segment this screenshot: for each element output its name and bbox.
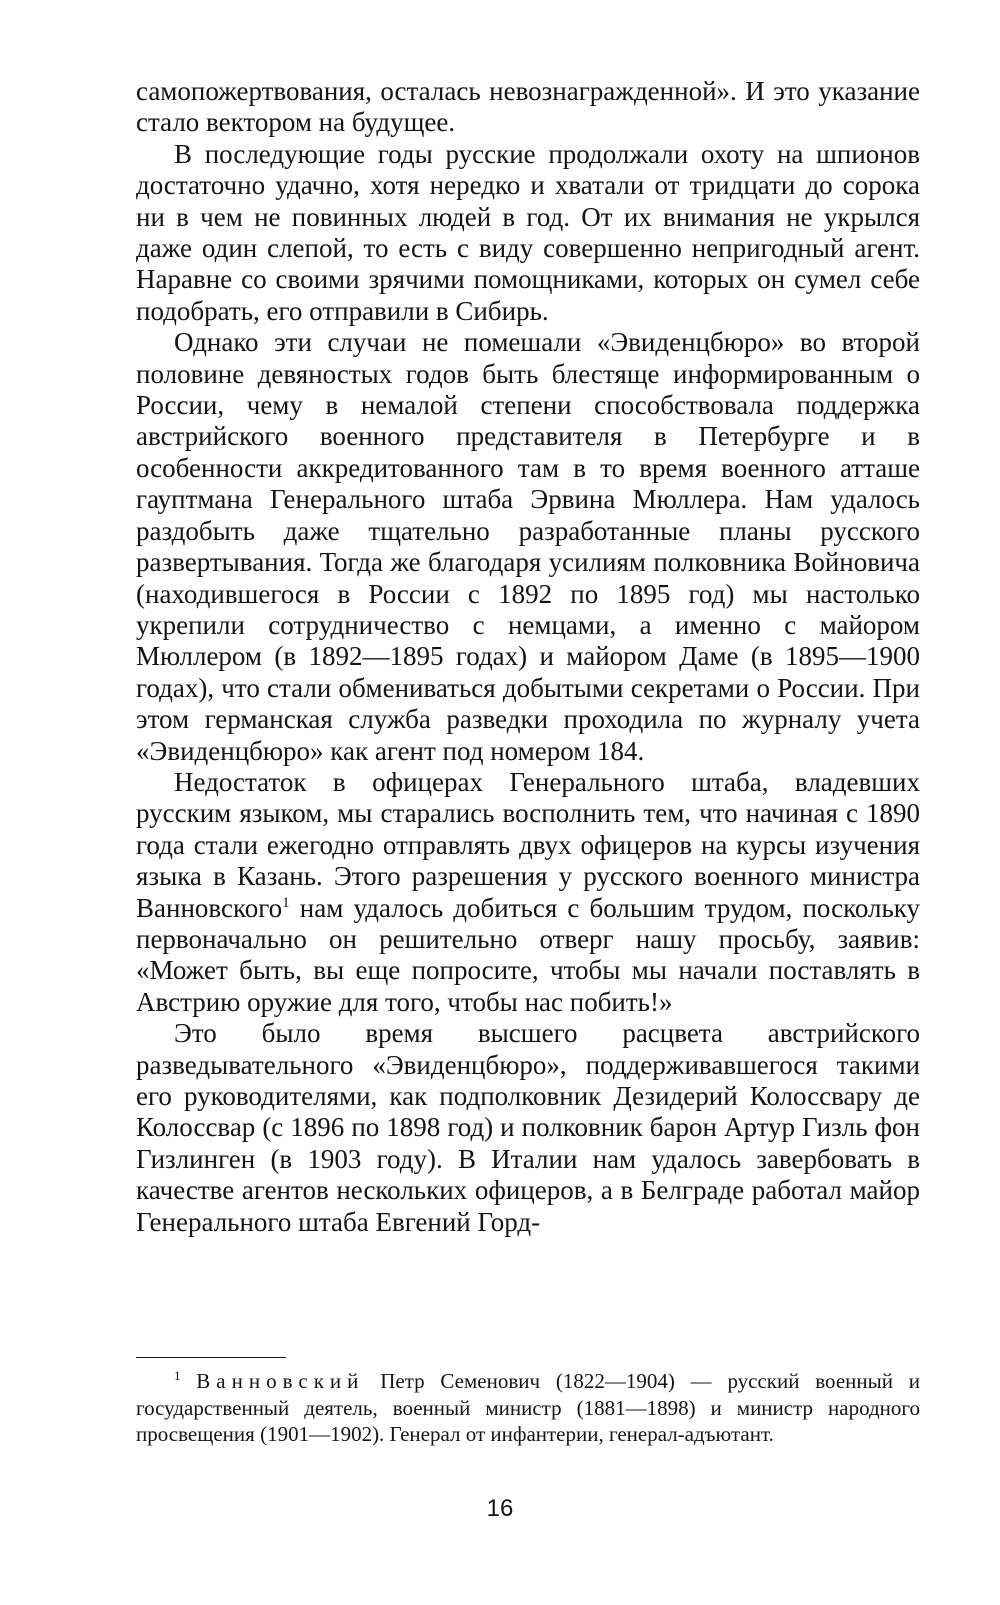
footnote-marker: 1 [174, 1368, 181, 1383]
paragraph-2: В последующие годы русские продолжали охоту на шпионов достаточно удачно, хотя нередко и хватали от тридцати до сорока ни в чем не повинных людей в год. От их внимания не укрылся даже один слепой, то есть с виду совершенно непригодный агент. Наравне со своими зрячими помощниками, которых он сумел себе подобрать, его отправили в Сибирь. [136, 138, 920, 326]
paragraph-5: Это было время высшего расцвета австрийского разведывательного «Эвиденцбюро», поддерживавшегося такими его руководителями, как подполковник Дезидерий Колоссвару де Колоссвар (с 1896 по 1898 год) и полковник барон Артур Гизль фон Гизлинген (в 1903 году). В Италии нам удалось завербовать в качестве агентов нескольких офицеров, а в Белграде работал майор Генерального штаба Евгений Горд- [136, 1018, 920, 1237]
footnote [136, 1368, 920, 1448]
paragraph-4-text-after: нам удалось добиться с большим трудом, поскольку первоначально он решительно отверг нашу просьбу, заявив: «Может быть, вы еще попросите, чтобы мы начали поставлять в Австрию оружие для того, чтобы нас побить!» [136, 892, 920, 1017]
page-number: 16 [486, 1495, 514, 1522]
footnote-divider [136, 1357, 286, 1358]
paragraph-4 [136, 767, 920, 1018]
paragraph-1: самопожертвования, осталась невознагражденной». И это указание стало вектором на будущее. [136, 76, 920, 138]
paragraph-4-text-before: Недостаток в офицерах Генерального штаба, владевших русским языком, мы старались восполнить тем, что начиная с 1890 года стали ежегодно отправлять двух офицеров на курсы изучения языка в Казань. Этого разрешения у русского военного министра Ванновского [136, 766, 920, 923]
paragraph-3: Однако эти случаи не помешали «Эвиденцбюро» во второй половине девяностых годов быть блестяще информированным о России, чему в немалой степени способствовала поддержка австрийского военного представителя в Петербурге и в особенности аккредитованного там в то время военного атташе гауптмана Генерального штаба Эрвина Мюллера. Нам удалось раздобыть даже тщательно разработанные планы русского развертывания. Тогда же благодаря усилиям полковника Войновича (находившегося в России с 1892 по 1895 год) мы настолько укрепили сотрудничество с немцами, а именно с майором Мюллером (в 1892—1895 годах) и майором Даме (в 1895—1900 годах), что стали обмениваться добытыми секретами о России. При этом германская служба разведки проходила по журналу учета «Эвиденцбюро» как агент под номером 184. [136, 327, 920, 766]
footnote-text: Петр Семенович (1822—1904) — русский военный и государственный деятель, военный министр (1881—1898) и министр народного просвещения (1901—1902). Генерал от инфантерии, генерал-адъютант. [136, 1369, 920, 1446]
main-text [136, 76, 920, 1238]
footnote-name: Ванновский [196, 1369, 365, 1393]
footnote-reference[interactable]: 1 [282, 894, 290, 911]
